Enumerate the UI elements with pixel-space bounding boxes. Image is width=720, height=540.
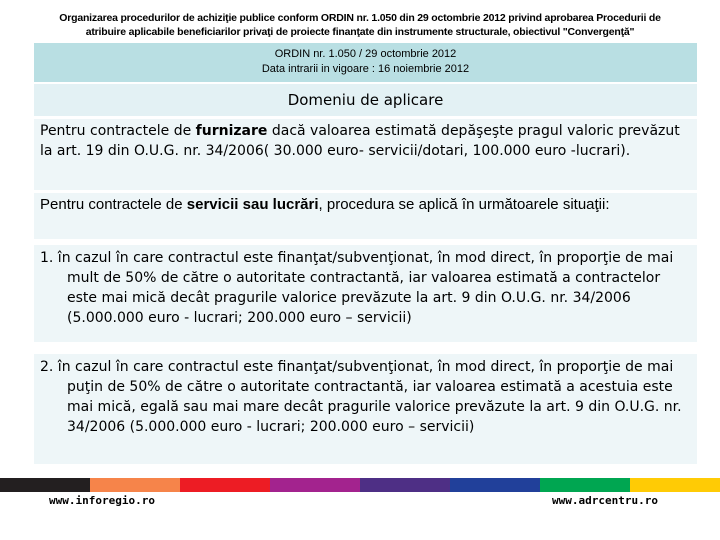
color-segment: [540, 478, 630, 492]
text: dacă valoarea estimată depăşeşte pragul valoric prevăzut la art. 19 din O.U.G. nr. 34/2006( 30.000 euro- servicii/dotari, 100.000 euro -lucrari).: [40, 123, 680, 159]
color-segment: [180, 478, 270, 492]
section-title: Domeniu de aplicare: [34, 84, 697, 116]
color-segment: [630, 478, 720, 492]
footer-link-inforegio[interactable]: www.inforegio.ro: [49, 494, 155, 507]
color-segment: [270, 478, 360, 492]
list-item-1: [34, 245, 697, 342]
footer-link-adrcentru[interactable]: www.adrcentru.ro: [552, 494, 658, 507]
text: Pentru contractele de: [40, 196, 187, 213]
bold-text: furnizare: [195, 123, 268, 139]
title-line-1: Organizarea procedurilor de achiziţie publice conform ORDIN nr. 1.050 din 29 octombrie 2012 privind aprobarea Procedurii de: [59, 12, 661, 24]
document-title: [20, 11, 700, 39]
effective-date: Data intrarii in vigoare : 16 noiembrie 2012: [261, 63, 470, 75]
title-line-2: atribuire aplicabile beneficiarilor privaţi de proiecte finanţate din instrumente structurale, obiectivul "Convergenţă": [85, 26, 635, 38]
color-segment: [450, 478, 540, 492]
color-segment: [90, 478, 180, 492]
bold-text: servicii sau lucrări: [186, 196, 319, 213]
text: , procedura se aplică în următoarele situaţii:: [318, 196, 610, 213]
paragraph-servicii: [34, 193, 697, 239]
color-segment: [360, 478, 450, 492]
order-name: ORDIN nr. 1.050 / 29 octombrie 2012: [274, 48, 457, 60]
paragraph-furnizare: [34, 119, 697, 190]
color-stripe: [0, 478, 720, 492]
color-segment: [0, 478, 90, 492]
list-item-2: [34, 354, 697, 464]
list-item-text: 1. în cazul în care contractul este finanţat/subvenţionat, în mod direct, în proporţie de mai mult de 50% de către o autoritate contractantă, iar valoarea estimată a contractelor este mai mică decât pragurile valorice prevăzute la art. 9 din O.U.G. nr. 34/2006 (5.000.000 euro - lucrari; 200.000 euro – servicii): [40, 250, 674, 326]
order-header: [34, 43, 697, 82]
text: Pentru contractele de: [40, 123, 196, 139]
list-item-text: 2. în cazul în care contractul este finanţat/subvenţionat, în mod direct, în proporţie de mai puţin de 50% de către o autoritate contractantă, iar valoarea estimată a acestuia este mai mică, egală sau mai mare decât pragurile valorice prevăzute la art. 9 din O.U.G. nr. 34/2006 (5.000.000 euro - lucrari; 200.000 euro – servicii): [40, 359, 682, 435]
